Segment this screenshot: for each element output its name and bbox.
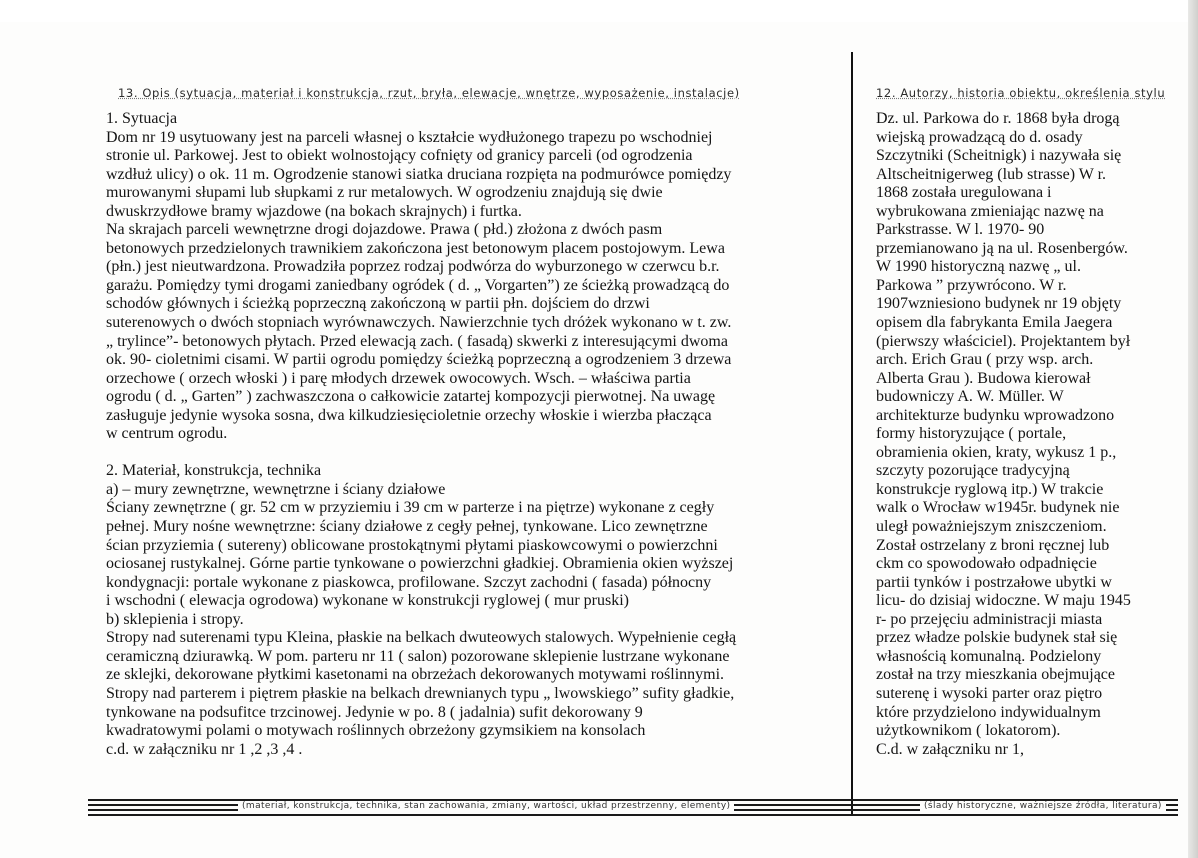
history-line: został na trzy mieszkania obejmujące — [876, 666, 1116, 684]
description-line: orzechowe ( orzech włoski ) i parę młodych drzewek owocowych. Wsch. – właściwa partia — [106, 369, 691, 387]
description-line: Dom nr 19 usytuowany jest na parceli własnej o kształcie wydłużonego trapezu po wschodniej — [106, 128, 713, 146]
history-line: partii tynków i postrzałowe ubytki w — [876, 573, 1112, 591]
history-line: ckm co spowodowało odpadnięcie — [876, 555, 1097, 573]
description-line: b) sklepienia i stropy. — [106, 610, 244, 628]
history-line: Dz. ul. Parkowa do r. 1868 była drogą — [876, 110, 1120, 127]
history-line: konstrukcje ryglową itp.) W trakcie — [876, 480, 1104, 498]
history-line: W 1990 historyczną nazwę „ ul. — [876, 258, 1081, 276]
column-divider — [851, 52, 853, 814]
history-line: architekturze budynku wprowadzono — [876, 406, 1115, 424]
description-line: (płn.) jest nieutwardzona. Prowadziła poprzez rodzaj podwórza do wyburzonego w czerwcu b.r. — [106, 258, 720, 276]
description-line: garażu. Pomiędzy tymi drogami zaniedbany ogródek ( d. „ Vorgarten”) ze ścieżką prowadzącą do — [106, 276, 730, 294]
description-line — [106, 444, 826, 463]
history-line: suterenę i wysoki parter oraz piętro — [876, 684, 1103, 702]
history-line: Został ostrzelany z broni ręcznej lub — [876, 536, 1110, 554]
description-line: tynkowane na podsufitce trzcinowej. Jedynie w po. 8 ( jadalnia) sufit dekorowany 9 — [106, 703, 643, 721]
description-line: zasługuje jedynie wysoka sosna, dwa kilkudziesięcioletnie orzechy włoskie i wierzba płacząca — [106, 406, 712, 424]
history-line: Parkowa ” przywrócono. W r. — [876, 276, 1067, 294]
description-line: 1. Sytuacja — [106, 110, 178, 127]
description-line: murowanymi słupami lub słupkami z rur metalowych. W ogrodzeniu znajdują się dwie — [106, 184, 663, 202]
description-line: wzdłuż ulicy) o ok. 11 m. Ogrodzenie stanowi siatka druciana rozpięta na podmurówce pomiędzy — [106, 165, 732, 183]
history-line: wybrukowana zmieniając nazwę na — [876, 202, 1104, 220]
history-line: r- po przejęciu administracji miasta — [876, 610, 1103, 628]
history-line: szczyty pozorujące tradycyjną — [876, 462, 1070, 480]
description-line: Ściany zewnętrzne ( gr. 52 cm w przyziemiu i 39 cm w parterze i na piętrze) wykonane z cegły — [106, 499, 715, 517]
history-line: formy historyzujące ( portale, — [876, 425, 1067, 443]
description-line: Stropy nad parterem i piętrem płaskie na belkach drewnianych typu „ lwowskiego” sufity gładkie, — [106, 684, 735, 702]
description-line: stronie ul. Parkowej. Jest to obiekt wolnostojący cofnięty od granicy parceli (od ogrodzenia — [106, 147, 693, 165]
scan-edge-top — [0, 0, 1198, 22]
description-line: schodów głównych i ścieżką poprzeczną zakończoną w partii płn. dojściem do drzwi — [106, 295, 650, 313]
description-line: „ trylince”- betonowych płytach. Przed elewacją zach. ( fasadą) skwerki z interesującymi dwoma — [106, 332, 728, 350]
footer-note-left: (materiał, konstrukcja, technika, stan zachowania, zmiany, wartości, układ przestrzenny, elementy) — [238, 801, 734, 811]
description-line: dwuskrzydłowe bramy wjazdowe (na bokach skrajnych) i furtka. — [106, 202, 522, 220]
history-line: Altscheitnigerweg (lub strasse) W r. — [876, 165, 1107, 183]
history-line: budowniczy A. W. Müller. W — [876, 388, 1064, 406]
description-line: w centrum ogrodu. — [106, 425, 228, 443]
description-heading: 13. Opis (sytuacja, materiał i konstrukcja, rzut, bryła, elewacje, wnętrze, wyposażenie, instalacje) — [118, 86, 740, 100]
history-line: obramienia okien, kraty, wykusz 1 p., — [876, 443, 1117, 461]
history-line: przemianowano ją na ul. Rosenbergów. — [876, 239, 1128, 257]
footer-note-right: (ślady historyczne, ważniejsze źródła, literatura) — [920, 801, 1166, 811]
history-line: opisem dla fabrykanta Emila Jaegera — [876, 314, 1113, 332]
description-line: Na skrajach parceli wewnętrzne drogi dojazdowe. Prawa ( płd.) złożona z dwóch pasm — [106, 221, 663, 239]
scan-edge-right — [1188, 0, 1198, 858]
description-line: c.d. w załączniku nr 1 ,2 ,3 ,4 . — [106, 740, 303, 758]
history-heading: 12. Autorzy, historia obiektu, określenia stylu — [876, 86, 1166, 100]
history-line: C.d. w załączniku nr 1, — [876, 740, 1024, 758]
description-line: 2. Materiał, konstrukcja, technika — [106, 462, 322, 480]
history-line: Szczytniki (Scheitnigk) i nazywała się — [876, 147, 1122, 165]
description-line: ceramiczną dziurawką. W pom. parteru nr 11 ( salon) pozorowane sklepienie lustrzane wykonane — [106, 647, 730, 665]
footer-band — [88, 797, 1178, 819]
history-line: (pierwszy właściciel). Projektantem był — [876, 332, 1131, 350]
description-line: ok. 90- cioletnimi cisami. W partii ogrodu pomiędzy ścieżką poprzeczną a ogrodzeniem 3 drzewa — [106, 351, 732, 369]
description-line: Stropy nad suterenami typu Kleina, płaskie na belkach dwuteowych stalowych. Wypełnienie cegłą — [106, 629, 737, 647]
history-line: walk o Wrocław w1945r. budynek nie — [876, 499, 1120, 517]
history-line: użytkownikom ( lokatorom). — [876, 722, 1061, 740]
description-line: betonowych przedzielonych trawnikiem zakończona jest betonowym placem postojowym. Lewa — [106, 239, 725, 257]
description-line: ogrodu ( d. „ Garten” ) zachwaszczona o całkowicie zatartej kompozycji pierwotnej. Na uwagę — [106, 388, 716, 406]
history-line: przez władze polskie budynek stał się — [876, 629, 1118, 647]
description-line: a) – mury zewnętrzne, wewnętrzne i ściany działowe — [106, 480, 446, 498]
history-line: własnością komunalną. Podzielony — [876, 647, 1102, 665]
footer-rule — [88, 814, 1178, 816]
description-line: ze sklejki, dekorowane płytkimi kasetonami na obrzeżach dekorowanych motywami roślinnymi. — [106, 666, 725, 684]
history-line: uległ poważniejszym zniszczeniom. — [876, 518, 1107, 536]
description-line: ociosanej rustykalnej. Górne partie tynkowane o powierzchni gładkiej. Obramienia okien wyższej — [106, 555, 734, 573]
history-line: licu- do dzisiaj widoczne. W maju 1945 — [876, 592, 1131, 610]
history-line: wiejską prowadzącą do d. osady — [876, 128, 1083, 146]
description-line: kondygnacji: portale wykonane z piaskowca, profilowane. Szczyt zachodni ( fasada) północny — [106, 573, 712, 591]
description-column — [106, 86, 826, 759]
description-body — [106, 110, 826, 759]
description-line: pełnej. Mury nośne wewnętrzne: ściany działowe z cegły pełnej, tynkowane. Lico zewnętrzne — [106, 518, 708, 536]
history-line: Alberta Grau ). Budowa kierował — [876, 369, 1091, 387]
history-line: 1868 została uregulowana i — [876, 184, 1052, 202]
description-line: ścian przyziemia ( sutereny) oblicowane prostokątnymi płytami piaskowcowymi o powierzchni — [106, 536, 718, 554]
description-line: suterenowych o dwóch stopniach wyrównawczych. Nawierzchnie tych dróżek wykonano w t. zw. — [106, 314, 732, 332]
description-line: i wschodni ( elewacja ogrodowa) wykonane w konstrukcji ryglowej ( mur pruski) — [106, 592, 629, 610]
history-line: które przydzielono indywidualnym — [876, 703, 1101, 721]
history-line: arch. Erich Grau ( przy wsp. arch. — [876, 351, 1094, 369]
history-body — [876, 110, 1176, 759]
history-line: 1907wzniesiono budynek nr 19 objęty — [876, 295, 1122, 313]
description-line: kwadratowymi polami o motywach roślinnych obrzeżony gzymsikiem na konsolach — [106, 722, 646, 740]
history-column — [876, 86, 1176, 759]
history-line: Parkstrasse. W l. 1970- 90 — [876, 221, 1045, 239]
